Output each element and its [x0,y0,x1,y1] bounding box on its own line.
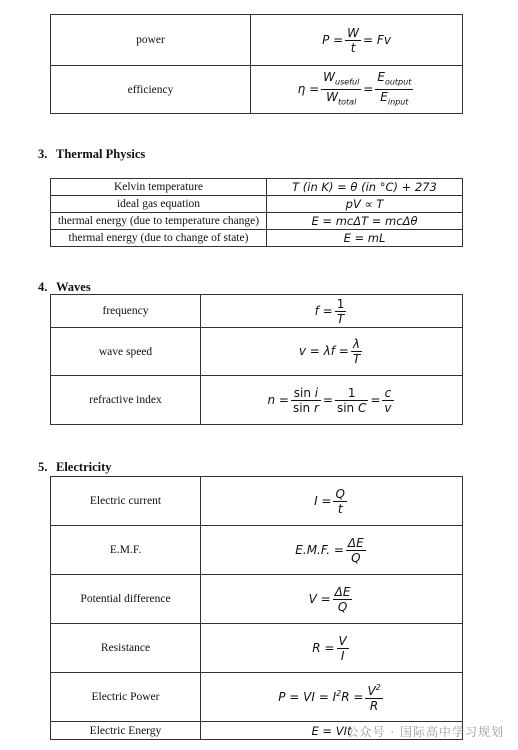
efficiency-formula: η = $\frac{W_{useful}}{W_{total}}$ = $\frac{E_{output}}{E_{input}}$ [251,66,463,114]
resistance-formula: R = $\frac{V}{I}$ [201,624,463,673]
row-label: wave speed [51,328,201,376]
pd-formula: V = $\frac{\Delta E}{Q}$ [201,575,463,624]
formula: E = VIt [201,722,463,740]
table-row [51,526,463,575]
power-formula-electric: P = VI = $I^2R$ = $\frac{V^2}{R}$ [201,673,463,722]
power-formula: P = $\frac{W}{t}$ = Fv [251,15,463,66]
waves-table [50,294,463,425]
table-row [51,624,463,673]
current-formula: I = $\frac{Q}{t}$ [201,477,463,526]
thermal-table [50,178,463,247]
table-row [51,477,463,526]
refractive-index-formula: n = $\frac{\text{sin i}}{\text{sin r}}$ = $\frac{1}{\text{sin C}}$ = $\frac{c}{v}$ [201,376,463,425]
row-label: frequency [51,295,201,328]
table-row [51,66,463,114]
row-label: thermal energy (due to change of state) [51,230,267,247]
table-row [51,196,463,213]
table-row [51,295,463,328]
row-label: Electric Power [51,673,201,722]
wave-speed-formula: v = λf = $\frac{\lambda}{T}$ [201,328,463,376]
mechanics-table [50,14,463,114]
row-label: Potential difference [51,575,201,624]
row-label: Resistance [51,624,201,673]
row-label: power [51,15,251,66]
row-label: refractive index [51,376,201,425]
formula: E = mcΔT = mcΔθ [267,213,463,230]
table-row [51,213,463,230]
table-row [51,328,463,376]
frequency-formula: f = $\frac{1}{T}$ [201,295,463,328]
watermark: 公众号 · 国际高中学习规划 [346,725,504,739]
table-row [51,575,463,624]
row-label: efficiency [51,66,251,114]
table-row [51,179,463,196]
formula: pV ∝ T [267,196,463,213]
table-row [51,230,463,247]
section-heading-thermal: 3. Thermal Physics [38,147,146,161]
table-row [51,376,463,425]
row-label: Kelvin temperature [51,179,267,196]
row-label: Electric Energy [51,722,201,740]
table-row [51,673,463,722]
row-label: E.M.F. [51,526,201,575]
row-label: Electric current [51,477,201,526]
table-row [51,15,463,66]
formula: E = mL [267,230,463,247]
electricity-table [50,476,463,740]
row-label: ideal gas equation [51,196,267,213]
formula: T (in K) = θ (in °C) + 273 [267,179,463,196]
emf-formula: E.M.F. = $\frac{\Delta E}{Q}$ [201,526,463,575]
row-label: thermal energy (due to temperature change) [51,213,267,230]
section-heading-electricity: 5. Electricity [38,460,112,474]
section-heading-waves: 4. Waves [38,280,91,294]
